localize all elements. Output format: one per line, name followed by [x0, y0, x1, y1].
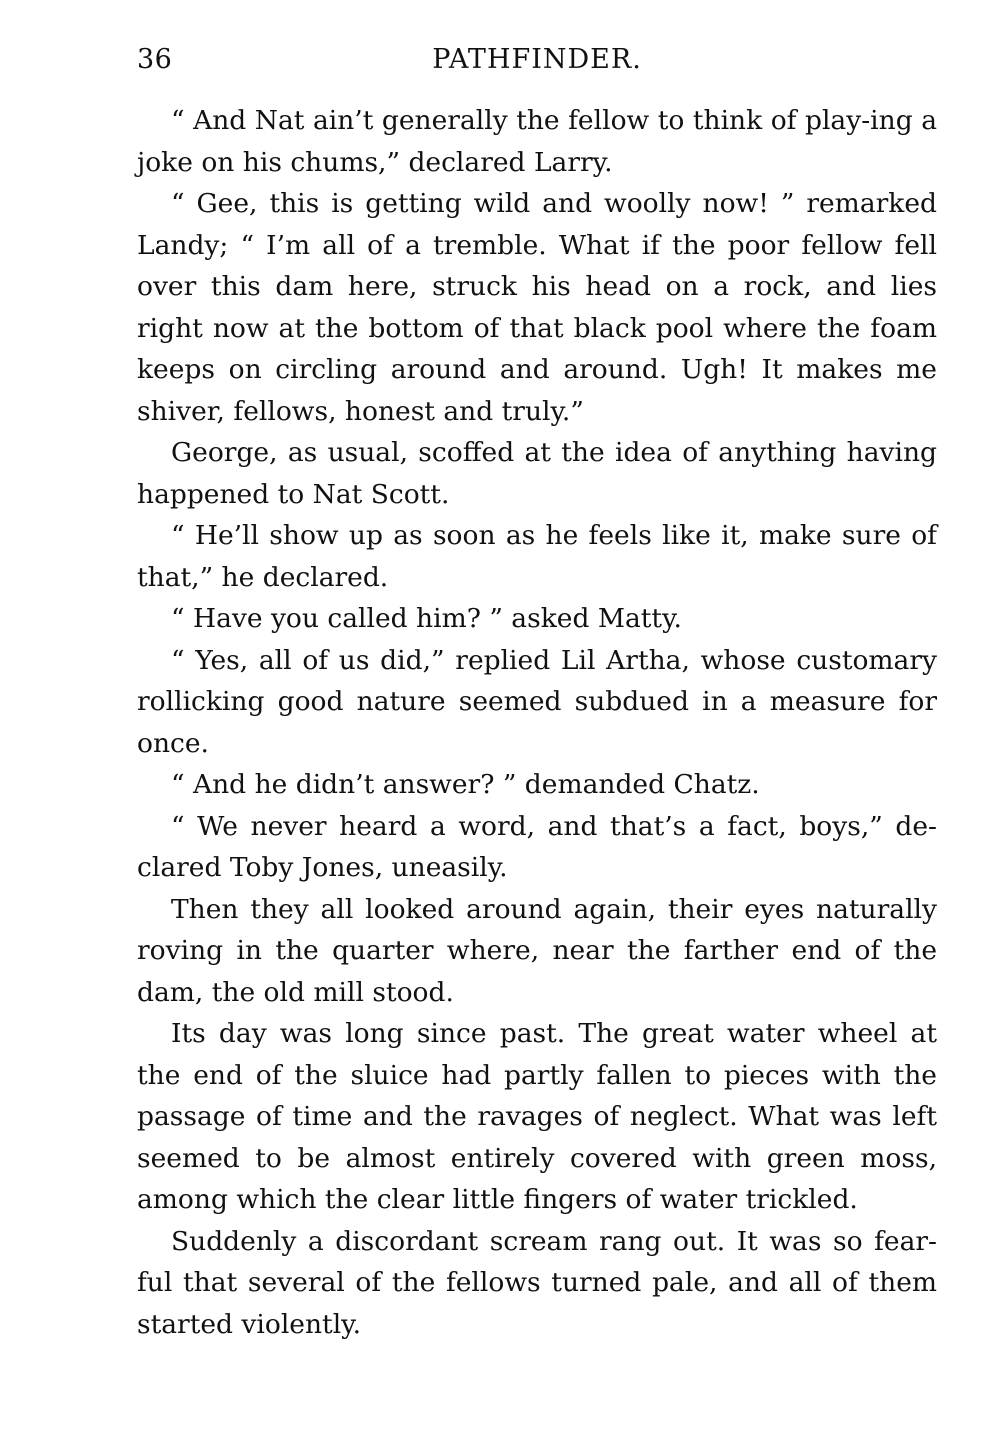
paragraph: “ He’ll show up as soon as he feels like it, make sure of that,” he declared.	[137, 520, 937, 593]
page-number: 36	[137, 44, 173, 75]
paragraph: Then they all looked around again, their eyes naturally roving in the quarter where, near the farther end of the dam, the old mill stood.	[137, 893, 937, 1008]
paragraph: “ And Nat ain’t generally the fellow to think of play-ing a joke on his chums,” declared Larry.	[137, 105, 937, 178]
paragraph: George, as usual, scoffed at the idea of anything having happened to Nat Scott.	[137, 437, 937, 510]
paragraph: “ Yes, all of us did,” replied Lil Artha, whose customary rollicking good nature seemed subdued in a measure for once.	[137, 644, 937, 759]
paragraph: “ And he didn’t answer? ” demanded Chatz.	[171, 769, 760, 800]
running-title: PATHFINDER.	[432, 44, 642, 75]
paragraph: “ Have you called him? ” asked Matty.	[171, 603, 682, 634]
paragraph: “ We never heard a word, and that’s a fact, boys,” de-clared Toby Jones, uneasily.	[137, 810, 937, 883]
body-text	[137, 100, 937, 1345]
running-head	[137, 40, 937, 80]
paragraph: “ Gee, this is getting wild and woolly now! ” remarked Landy; “ I’m all of a tremble. What if the poor fellow fell over this dam here, struck his head on a rock, and lies right now at the bottom of that black pool where the foam keeps on circling around and around. Ugh! It makes me shiver, fellows, honest and truly.”	[137, 188, 937, 427]
paragraph: Suddenly a discordant scream rang out. It was so fear-ful that several of the fellows turned pale, and all of them started violently.	[137, 1225, 937, 1340]
paragraph: Its day was long since past. The great water wheel at the end of the sluice had partly fallen to pieces with the passage of time and the ravages of neglect. What was left seemed to be almost entirely covered with green moss, among which the clear little fingers of water trickled.	[137, 1018, 937, 1215]
